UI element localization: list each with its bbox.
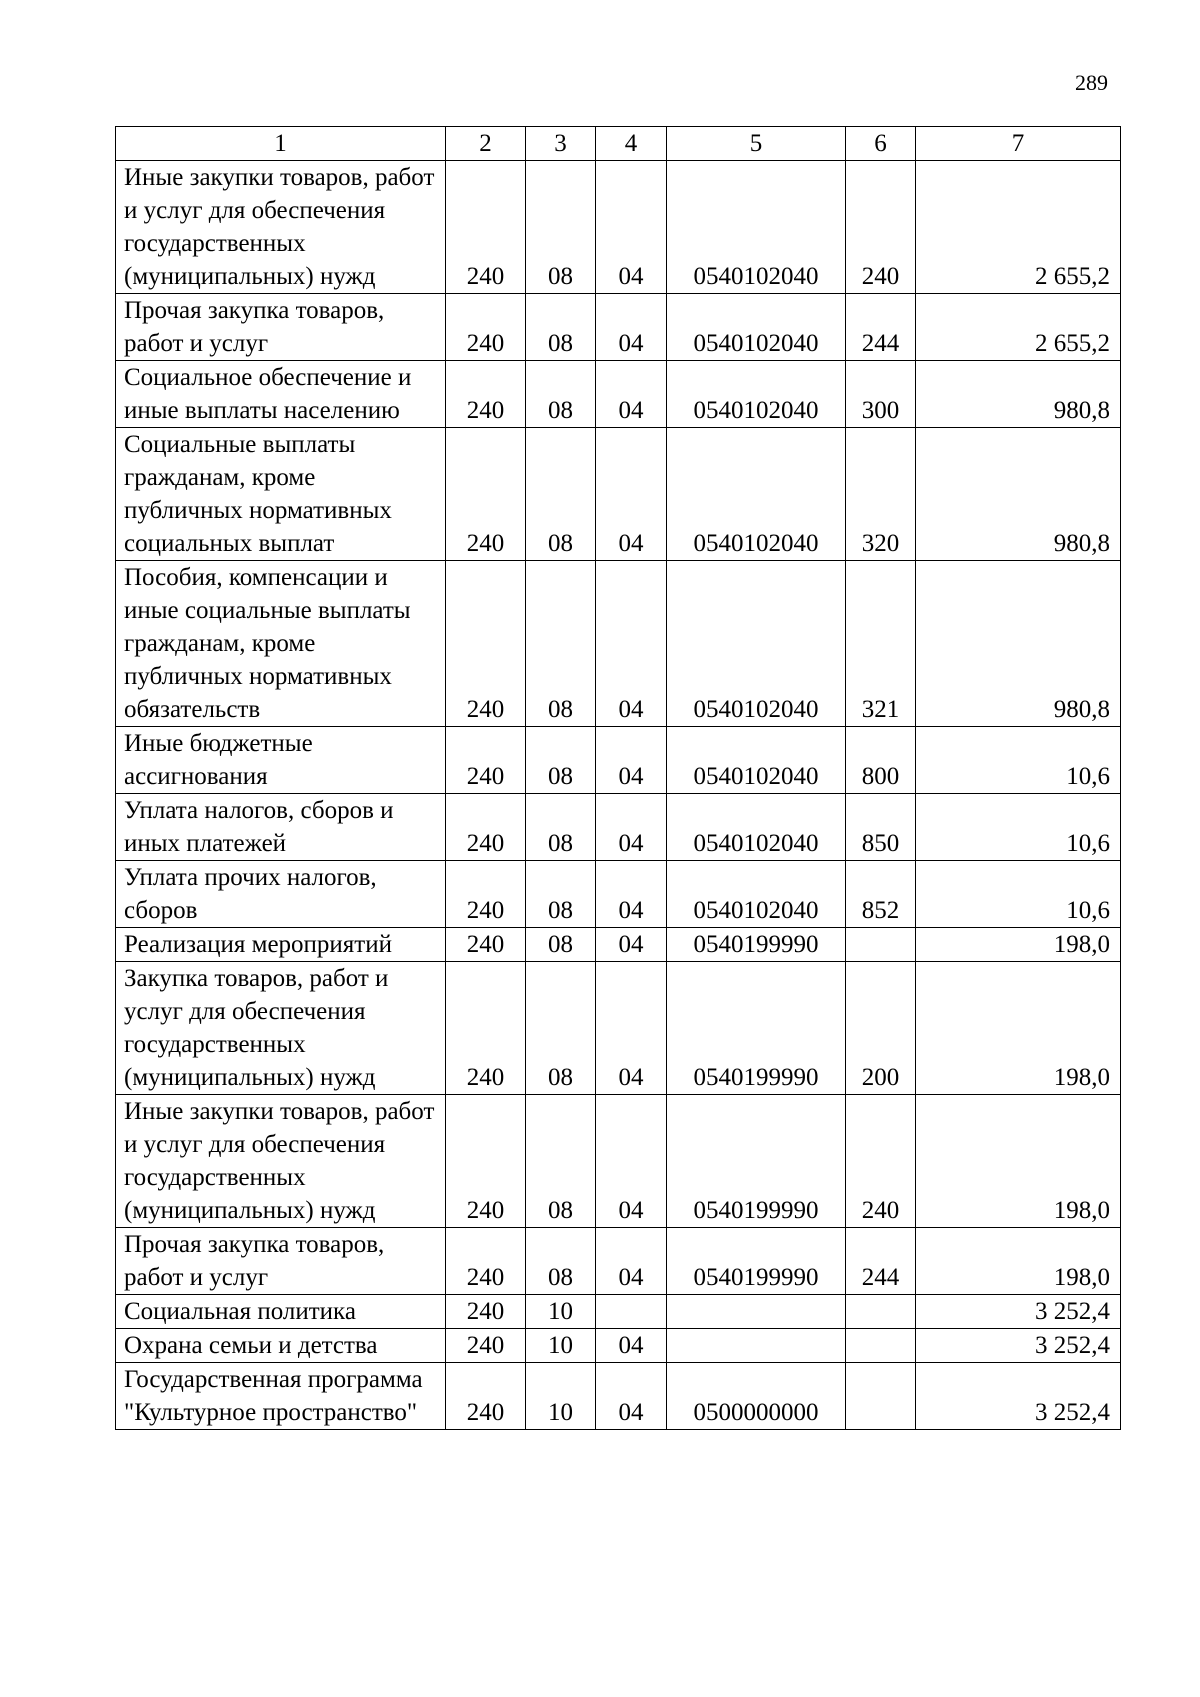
amount-cell: 198,0 [916,962,1121,1095]
code-cell: 240 [446,928,526,962]
code-cell: 240 [446,161,526,294]
expense-type-cell: 200 [846,962,916,1095]
section-cell: 10 [526,1295,596,1329]
target-article-cell: 0540102040 [667,727,846,794]
code-cell: 240 [446,1329,526,1363]
column-header: 6 [846,127,916,161]
target-article-cell: 0540102040 [667,861,846,928]
target-article-cell: 0540102040 [667,161,846,294]
table-row [116,561,1121,727]
row-name-cell: Уплата налогов, сборов и иных платежей [116,794,446,861]
code-cell: 240 [446,1363,526,1430]
section-cell: 08 [526,928,596,962]
table-row [116,861,1121,928]
code-cell: 240 [446,962,526,1095]
table-row [116,361,1121,428]
expense-type-cell [846,1363,916,1430]
amount-cell: 980,8 [916,561,1121,727]
target-article-cell: 0540199990 [667,1095,846,1228]
code-cell: 240 [446,794,526,861]
section-cell: 10 [526,1363,596,1430]
amount-cell: 2 655,2 [916,161,1121,294]
section-cell: 08 [526,161,596,294]
code-cell: 240 [446,294,526,361]
table-row [116,428,1121,561]
column-header: 3 [526,127,596,161]
row-name-cell: Прочая закупка товаров, работ и услуг [116,294,446,361]
code-cell: 240 [446,861,526,928]
table-row [116,1363,1121,1430]
column-header: 4 [596,127,667,161]
section-cell: 08 [526,294,596,361]
target-article-cell [667,1329,846,1363]
expense-type-cell: 240 [846,1095,916,1228]
row-name-cell: Пособия, компенсации и иные социальные выплаты гражданам, кроме публичных нормативных обязательств [116,561,446,727]
amount-cell: 3 252,4 [916,1329,1121,1363]
column-header: 2 [446,127,526,161]
subsection-cell: 04 [596,561,667,727]
row-name-cell: Социальная политика [116,1295,446,1329]
section-cell: 08 [526,561,596,727]
subsection-cell: 04 [596,1329,667,1363]
target-article-cell: 0540102040 [667,561,846,727]
target-article-cell: 0540102040 [667,794,846,861]
target-article-cell: 0540102040 [667,294,846,361]
expense-type-cell: 240 [846,161,916,294]
table-row [116,727,1121,794]
amount-cell: 2 655,2 [916,294,1121,361]
row-name-cell: Уплата прочих налогов, сборов [116,861,446,928]
subsection-cell: 04 [596,794,667,861]
row-name-cell: Иные закупки товаров, работ и услуг для обеспечения государственных (муниципальных) нужд [116,1095,446,1228]
expense-type-cell: 300 [846,361,916,428]
row-name-cell: Социальные выплаты гражданам, кроме публичных нормативных социальных выплат [116,428,446,561]
table-row [116,794,1121,861]
target-article-cell: 0540199990 [667,928,846,962]
expense-type-cell [846,1295,916,1329]
code-cell: 240 [446,428,526,561]
table-row [116,1228,1121,1295]
subsection-cell: 04 [596,1363,667,1430]
table-row [116,962,1121,1095]
subsection-cell: 04 [596,861,667,928]
target-article-cell: 0500000000 [667,1363,846,1430]
expense-type-cell: 800 [846,727,916,794]
row-name-cell: Реализация мероприятий [116,928,446,962]
amount-cell: 10,6 [916,794,1121,861]
section-cell: 08 [526,1228,596,1295]
table-row [116,1329,1121,1363]
expense-type-cell [846,1329,916,1363]
subsection-cell: 04 [596,1095,667,1228]
target-article-cell [667,1295,846,1329]
row-name-cell: Прочая закупка товаров, работ и услуг [116,1228,446,1295]
page-number: 289 [1075,70,1108,95]
row-name-cell: Иные закупки товаров, работ и услуг для обеспечения государственных (муниципальных) нужд [116,161,446,294]
code-cell: 240 [446,727,526,794]
target-article-cell: 0540199990 [667,1228,846,1295]
amount-cell: 198,0 [916,1228,1121,1295]
row-name-cell: Государственная программа "Культурное пространство" [116,1363,446,1430]
code-cell: 240 [446,361,526,428]
subsection-cell [596,1295,667,1329]
amount-cell: 198,0 [916,1095,1121,1228]
section-cell: 08 [526,861,596,928]
subsection-cell: 04 [596,1228,667,1295]
subsection-cell: 04 [596,294,667,361]
section-cell: 08 [526,962,596,1095]
row-name-cell: Закупка товаров, работ и услуг для обеспечения государственных (муниципальных) нужд [116,962,446,1095]
section-cell: 08 [526,428,596,561]
expense-type-cell: 321 [846,561,916,727]
expense-type-cell: 850 [846,794,916,861]
column-header: 1 [116,127,446,161]
code-cell: 240 [446,1295,526,1329]
section-cell: 08 [526,361,596,428]
section-cell: 08 [526,727,596,794]
budget-table [115,126,1121,1430]
subsection-cell: 04 [596,428,667,561]
table-row [116,1095,1121,1228]
target-article-cell: 0540102040 [667,428,846,561]
expense-type-cell: 244 [846,1228,916,1295]
subsection-cell: 04 [596,161,667,294]
code-cell: 240 [446,1228,526,1295]
table-row [116,161,1121,294]
row-name-cell: Иные бюджетные ассигнования [116,727,446,794]
expense-type-cell: 852 [846,861,916,928]
table-row [116,928,1121,962]
amount-cell: 980,8 [916,428,1121,561]
expense-type-cell: 244 [846,294,916,361]
amount-cell: 3 252,4 [916,1295,1121,1329]
column-header: 7 [916,127,1121,161]
code-cell: 240 [446,1095,526,1228]
expense-type-cell [846,928,916,962]
amount-cell: 10,6 [916,861,1121,928]
table-row [116,1295,1121,1329]
subsection-cell: 04 [596,962,667,1095]
section-cell: 10 [526,1329,596,1363]
amount-cell: 3 252,4 [916,1363,1121,1430]
target-article-cell: 0540102040 [667,361,846,428]
section-cell: 08 [526,794,596,861]
amount-cell: 10,6 [916,727,1121,794]
row-name-cell: Охрана семьи и детства [116,1329,446,1363]
table-header-row [116,127,1121,161]
expense-type-cell: 320 [846,428,916,561]
amount-cell: 198,0 [916,928,1121,962]
code-cell: 240 [446,561,526,727]
subsection-cell: 04 [596,928,667,962]
amount-cell: 980,8 [916,361,1121,428]
section-cell: 08 [526,1095,596,1228]
target-article-cell: 0540199990 [667,962,846,1095]
row-name-cell: Социальное обеспечение и иные выплаты населению [116,361,446,428]
table-row [116,294,1121,361]
subsection-cell: 04 [596,361,667,428]
subsection-cell: 04 [596,727,667,794]
column-header: 5 [667,127,846,161]
